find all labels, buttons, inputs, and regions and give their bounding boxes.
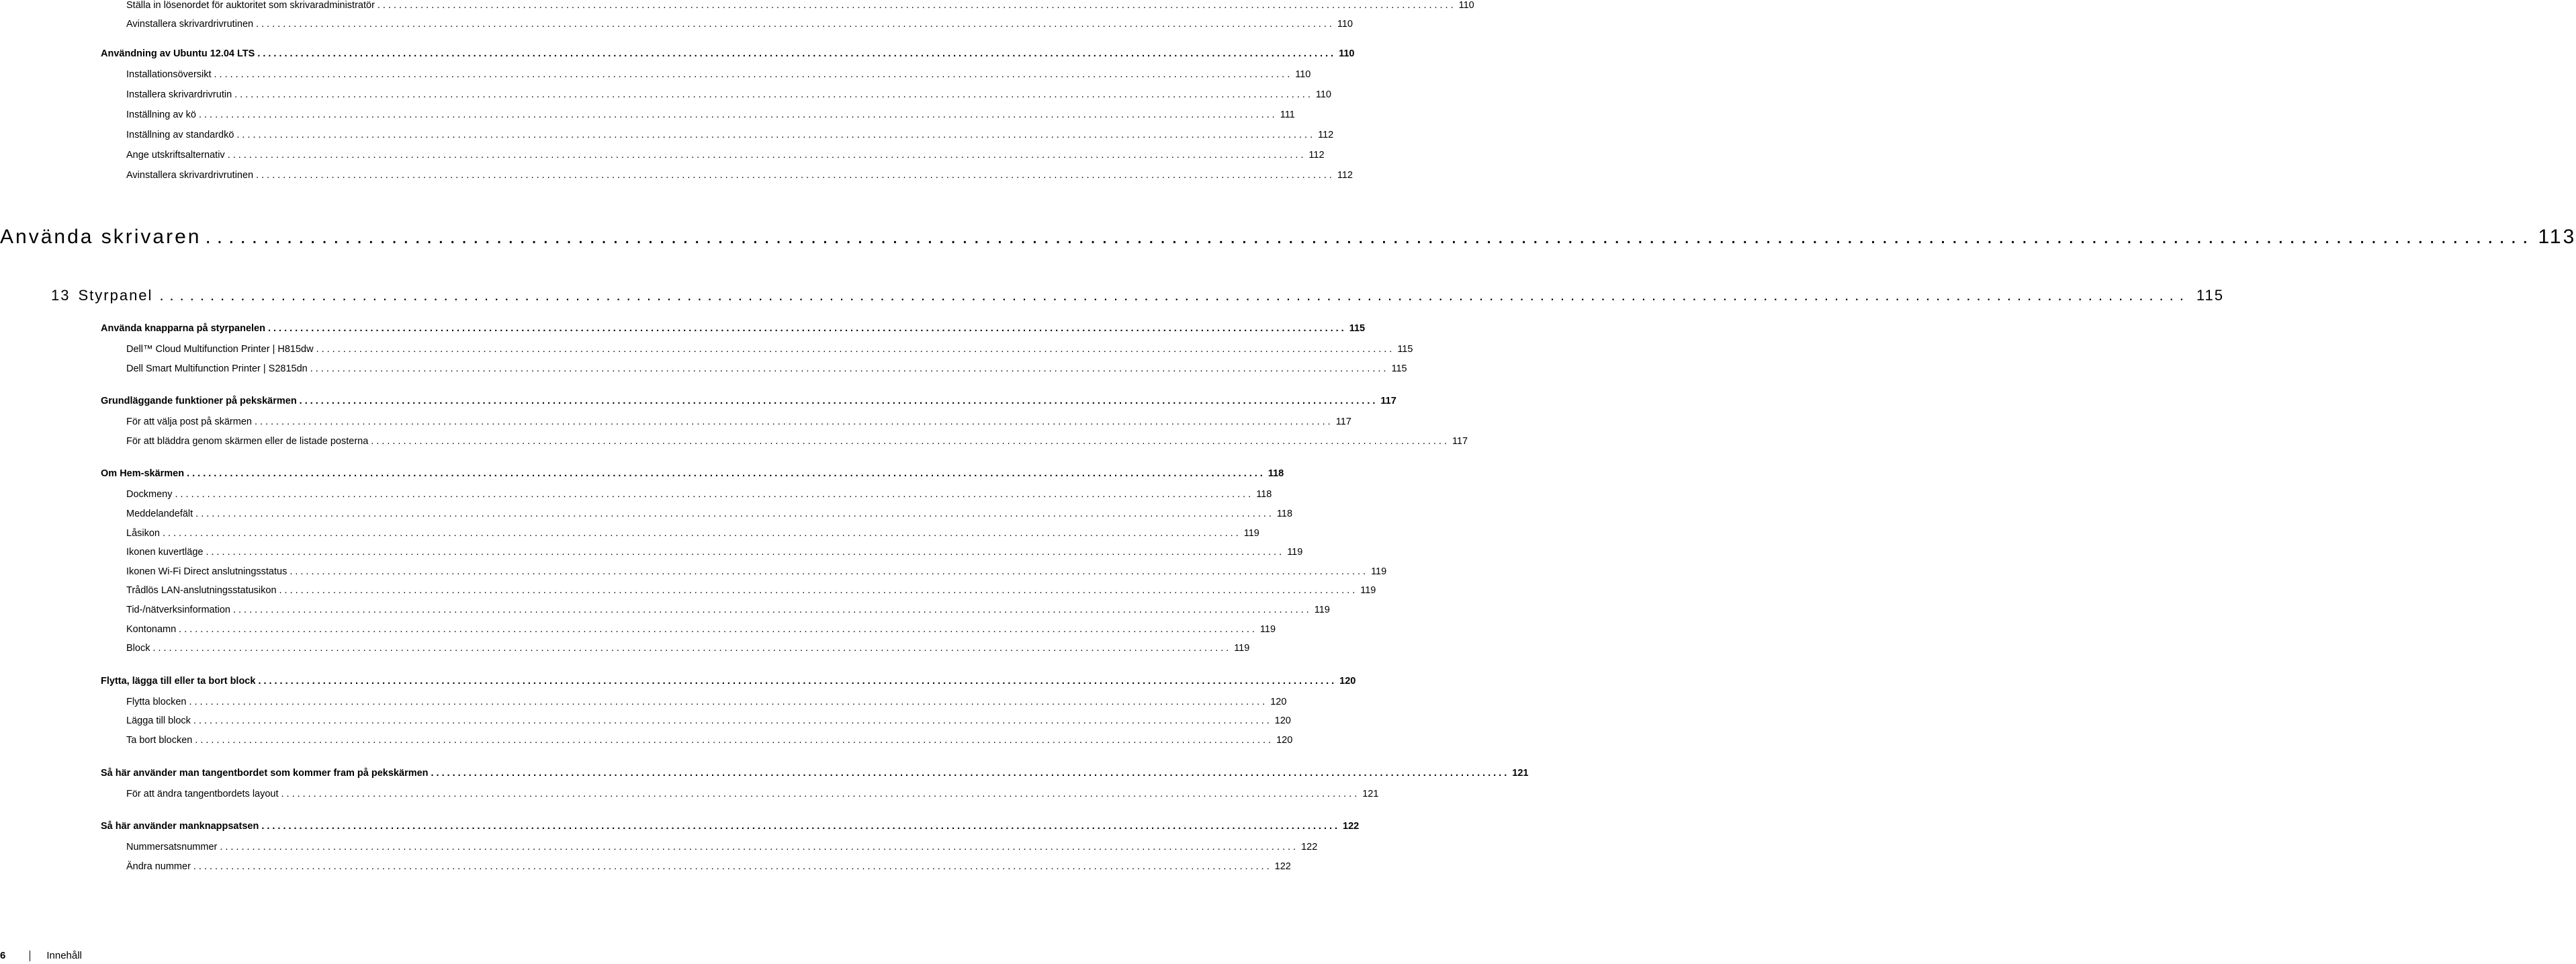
- dot-leader: ........................................................................................................................................................................................................: [162, 527, 1241, 539]
- toc-subentry[interactable]: [126, 69, 1311, 80]
- dot-leader: ........................................................................................................................................................................................................: [179, 623, 1257, 635]
- toc-page-number: 117: [1335, 417, 1351, 428]
- toc-subentry[interactable]: [126, 509, 1293, 519]
- toc-entry-title: Ta bort blocken: [126, 735, 193, 746]
- dot-leader: ........................................................................................................................................................................................................: [227, 150, 1306, 161]
- toc-page-number: 117: [1380, 396, 1396, 407]
- dot-leader: ........................................................................................................................................................................................................: [299, 396, 1378, 407]
- dot-leader: ........................................................................................................................................................................................................: [233, 605, 1312, 615]
- toc-entry-title: Inställning av kö: [126, 109, 196, 120]
- toc-subentry[interactable]: [126, 788, 1379, 799]
- toc-page-number: 115: [1397, 344, 1413, 355]
- toc-page-number: 112: [1337, 170, 1353, 181]
- dot-leader: ........................................................................................................................................................................................................: [220, 842, 1299, 853]
- dot-leader: ........................................................................................................................................................................................................: [377, 0, 1456, 11]
- toc-entry-title: Ställa in lösenordet för auktoritet som skrivaradministratör: [126, 0, 375, 11]
- toc-section[interactable]: [101, 767, 1529, 779]
- page-footer: [0, 950, 82, 961]
- toc-section[interactable]: [101, 675, 1356, 687]
- dot-leader: ........................................................................................................................................................................................................: [206, 547, 1285, 558]
- toc-page-number: 110: [1458, 0, 1474, 11]
- toc-page-number: 119: [1371, 566, 1387, 577]
- toc-entry-title: Installationsöversikt: [126, 69, 212, 80]
- toc-page-number: 120: [1339, 675, 1356, 687]
- toc-entry-title: Ändra nummer: [126, 861, 191, 872]
- dot-leader: ........................................................................................................................................................................................................: [316, 344, 1395, 355]
- dot-leader: ........................................................................................................................................................................................................: [267, 323, 1347, 334]
- footer-page-number: 6: [0, 950, 6, 961]
- dot-leader: ........................................................................................................................................................................................................: [159, 287, 2190, 304]
- toc-entry-title: Nummersatsnummer: [126, 842, 218, 853]
- toc-entry-title: Avinstallera skrivardrivrutinen: [126, 170, 254, 181]
- toc-subentry[interactable]: [126, 547, 1303, 558]
- toc-section[interactable]: [101, 48, 1355, 59]
- toc-page-number: 117: [1452, 435, 1468, 447]
- toc-entry-title: Kontonamn: [126, 623, 177, 635]
- toc-entry-title: Använda knapparna på styrpanelen: [101, 323, 265, 334]
- toc-page-number: 122: [1301, 842, 1318, 853]
- toc-entry-title: För att välja post på skärmen: [126, 417, 252, 428]
- toc-subentry[interactable]: [126, 489, 1272, 500]
- toc-subentry[interactable]: [126, 89, 1331, 100]
- toc-subentry[interactable]: [126, 643, 1250, 654]
- toc-section[interactable]: [101, 821, 1360, 832]
- toc-entry-title: Så här använder manknappsatsen: [101, 821, 259, 832]
- toc-entry-title: Om Hem-skärmen: [101, 468, 185, 480]
- toc-entry-title: Använda skrivaren: [0, 226, 202, 248]
- toc-subentry[interactable]: [126, 585, 1376, 597]
- toc-entry-title: Avinstallera skrivardrivrutinen: [126, 19, 254, 30]
- toc-section[interactable]: [101, 396, 1396, 407]
- toc-page-number: 119: [1287, 547, 1303, 558]
- dot-leader: ........................................................................................................................................................................................................: [175, 489, 1254, 500]
- toc-page-number: 113: [2538, 226, 2576, 248]
- toc-subentry[interactable]: [126, 715, 1291, 727]
- toc-page-number: 119: [1360, 585, 1376, 597]
- dot-leader: ........................................................................................................................................................................................................: [261, 821, 1341, 832]
- toc-subentry[interactable]: [126, 170, 1353, 181]
- dot-leader: ........................................................................................................................................................................................................: [279, 585, 1358, 597]
- dot-leader: ........................................................................................................................................................................................................: [310, 363, 1389, 374]
- toc-subentry[interactable]: [126, 417, 1351, 428]
- toc-entry-title: Trådlös LAN-anslutningsstatusikon: [126, 585, 277, 597]
- toc-entry-title: För att bläddra genom skärmen eller de listade posterna: [126, 435, 369, 447]
- toc-page-number: 110: [1295, 69, 1311, 80]
- toc-entry-title: Dell Smart Multifunction Printer | S2815dn: [126, 363, 308, 374]
- toc-page-number: 120: [1270, 696, 1287, 707]
- toc-subentry[interactable]: [126, 363, 1407, 374]
- toc-page-number: 112: [1308, 150, 1325, 161]
- toc-page-number: 118: [1268, 468, 1284, 480]
- dot-leader: ........................................................................................................................................................................................................: [258, 675, 1337, 687]
- toc-subentry[interactable]: [126, 109, 1295, 120]
- toc-page-number: 110: [1337, 19, 1353, 30]
- toc-section[interactable]: [101, 468, 1284, 480]
- footer-label: Innehåll: [46, 950, 82, 961]
- toc-subentry[interactable]: [126, 150, 1325, 161]
- toc-page-number: 120: [1276, 735, 1293, 746]
- toc-subentry[interactable]: [126, 861, 1291, 872]
- toc-page-number: 115: [1349, 323, 1366, 334]
- toc-entry-title: Dockmeny: [126, 489, 173, 500]
- dot-leader: ........................................................................................................................................................................................................: [189, 696, 1268, 707]
- toc-entry-title: Flytta blocken: [126, 696, 187, 707]
- toc-subentry[interactable]: [126, 0, 1474, 11]
- dot-leader: ........................................................................................................................................................................................................: [371, 435, 1450, 447]
- dot-leader: ........................................................................................................................................................................................................: [254, 417, 1333, 428]
- toc-page-number: 110: [1339, 48, 1355, 59]
- toc-subentry[interactable]: [126, 735, 1293, 746]
- toc-page-number: 118: [1276, 509, 1293, 519]
- toc-entry-title: Installera skrivardrivrutin: [126, 89, 232, 100]
- toc-subentry[interactable]: [126, 623, 1276, 635]
- toc-subentry[interactable]: [126, 344, 1413, 355]
- dot-leader: ........................................................................................................................................................................................................: [257, 48, 1337, 59]
- toc-subentry[interactable]: [126, 435, 1468, 447]
- toc-page-number: 122: [1343, 821, 1360, 832]
- toc-subentry[interactable]: [126, 130, 1334, 140]
- dot-leader: ........................................................................................................................................................................................................: [236, 130, 1316, 140]
- toc-page-number: 120: [1274, 715, 1291, 727]
- toc-subentry[interactable]: [126, 527, 1259, 539]
- toc-page-number: 119: [1243, 527, 1259, 539]
- toc-subentry[interactable]: [126, 842, 1318, 853]
- dot-leader: ........................................................................................................................................................................................................: [198, 109, 1278, 120]
- toc-page-number: 122: [1274, 861, 1291, 872]
- toc-page-number: 121: [1512, 767, 1529, 779]
- toc-page-number: 119: [1259, 623, 1276, 635]
- toc-entry-title: Låsikon: [126, 527, 160, 539]
- toc-part[interactable]: [0, 226, 2576, 249]
- toc-entry-title: Ikonen kuvertläge: [126, 547, 204, 558]
- dot-leader: ........................................................................................................................................................................................................: [195, 735, 1274, 746]
- dot-leader: ........................................................................................................................................................................................................: [193, 715, 1272, 727]
- toc-entry-title: Dell™ Cloud Multifunction Printer | H815dw: [126, 344, 314, 355]
- toc-page-number: 110: [1315, 89, 1331, 100]
- toc-entry-title: Block: [126, 643, 150, 654]
- toc-page-number: 119: [1314, 605, 1330, 615]
- toc-entry-title: Tid-/nätverksinformation: [126, 605, 230, 615]
- toc-entry-title: Ange utskriftsalternativ: [126, 150, 225, 161]
- toc-entry-title: Användning av Ubuntu 12.04 LTS: [101, 48, 255, 59]
- toc-subentry[interactable]: [126, 19, 1353, 30]
- toc-page-number: 112: [1318, 130, 1334, 140]
- toc-section[interactable]: [101, 323, 1366, 334]
- toc-entry-title: Ikonen Wi-Fi Direct anslutningsstatus: [126, 566, 287, 577]
- dot-leader: ........................................................................................................................................................................................................: [214, 69, 1293, 80]
- dot-leader: ........................................................................................................................................................................................................: [431, 767, 1510, 779]
- dot-leader: ........................................................................................................................................................................................................: [256, 19, 1335, 30]
- dot-leader: ........................................................................................................................................................................................................: [290, 566, 1369, 577]
- dot-leader: ........................................................................................................................................................................................................: [205, 226, 2534, 248]
- toc-page-number: 111: [1280, 109, 1295, 120]
- toc-chapter[interactable]: [51, 287, 2224, 304]
- toc-entry-title: Meddelandefält: [126, 509, 193, 519]
- dot-leader: ........................................................................................................................................................................................................: [256, 170, 1335, 181]
- toc-entry-title: Lägga till block: [126, 715, 191, 727]
- dot-leader: ........................................................................................................................................................................................................: [152, 643, 1232, 654]
- toc-entry-title: För att ändra tangentbordets layout: [126, 788, 279, 799]
- toc-entry-title: Så här använder man tangentbordet som kommer fram på pekskärmen: [101, 767, 429, 779]
- toc-page-number: 118: [1256, 489, 1272, 500]
- toc-page-number: 115: [1391, 363, 1407, 374]
- toc-entry-title: Inställning av standardkö: [126, 130, 234, 140]
- toc-subentry[interactable]: [126, 696, 1287, 707]
- chapter-number: 13: [51, 287, 71, 304]
- toc-page-number: 119: [1234, 643, 1250, 654]
- toc-entry-title: Grundläggande funktioner på pekskärmen: [101, 396, 297, 407]
- toc-entry-title: Styrpanel: [78, 287, 153, 304]
- toc-entry-title: Flytta, lägga till eller ta bort block: [101, 675, 256, 687]
- dot-leader: ........................................................................................................................................................................................................: [195, 509, 1274, 519]
- toc-page-number: 115: [2196, 287, 2224, 304]
- toc-page-number: 121: [1362, 788, 1379, 799]
- toc-subentry[interactable]: [126, 605, 1330, 615]
- dot-leader: ........................................................................................................................................................................................................: [187, 468, 1265, 480]
- dot-leader: ........................................................................................................................................................................................................: [281, 788, 1360, 799]
- dot-leader: ........................................................................................................................................................................................................: [234, 89, 1313, 100]
- dot-leader: ........................................................................................................................................................................................................: [193, 861, 1272, 872]
- toc-subentry[interactable]: [126, 566, 1387, 577]
